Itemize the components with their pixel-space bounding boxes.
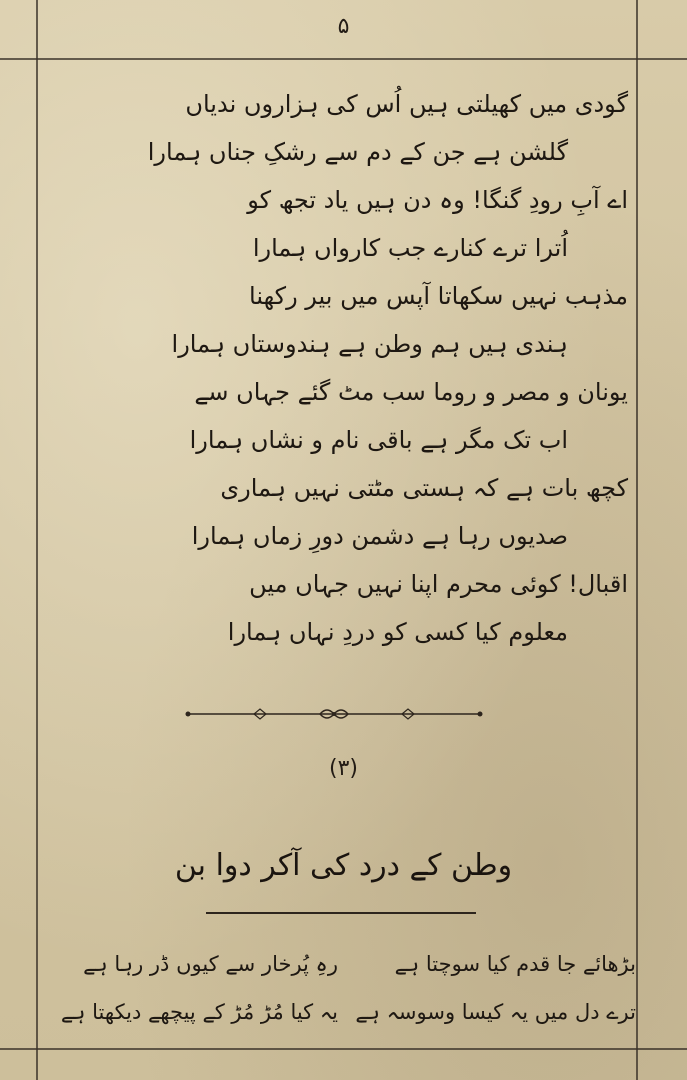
right-margin-rule: [636, 0, 638, 1080]
couplet-first-line: ترے دل میں یہ کیسا وسوسہ ہے: [355, 1000, 636, 1024]
poem-verse: اے آبِ رودِ گنگا! وہ دن ہیں یاد تجھ کو: [247, 186, 628, 214]
header-rule: [0, 58, 687, 60]
couplet-second-line: رہِ پُرخار سے کیوں ڈر رہا ہے: [83, 952, 338, 976]
poem-verse: ہندی ہیں ہم وطن ہے ہندوستاں ہمارا: [171, 330, 568, 358]
poem-number: (۳): [328, 756, 358, 781]
page-number: ۵: [337, 14, 350, 39]
poem-verse: گودی میں کھیلتی ہیں اُس کی ہزاروں ندیاں: [185, 90, 628, 118]
title-underline: [206, 912, 476, 914]
couplet-row: [48, 992, 636, 1032]
footer-rule: [0, 1048, 687, 1050]
poem-verse: کچھ بات ہے کہ ہستی مٹتی نہیں ہماری: [220, 474, 628, 502]
poem-verse: گلشن ہے جن کے دم سے رشکِ جناں ہمارا: [147, 138, 568, 166]
poem-body: [48, 80, 628, 656]
poem-verse: اب تک مگر ہے باقی نام و نشاں ہمارا: [189, 426, 568, 454]
section-ornament-divider: [184, 706, 484, 722]
couplet-row: [48, 944, 636, 984]
poem-verse: یونان و مصر و روما سب مٹ گئے جہاں سے: [194, 378, 628, 406]
couplet-first-line: بڑھائے جا قدم کیا سوچتا ہے: [394, 952, 636, 976]
left-margin-rule: [36, 0, 38, 1080]
poem-verse: مذہب نہیں سکھاتا آپس میں بیر رکھنا: [249, 282, 628, 310]
poem-verse: معلوم کیا کسی کو دردِ نہاں ہمارا: [227, 618, 568, 646]
poem-title: وطن کے درد کی آکر دوا بن: [174, 848, 513, 883]
poem-verse: اُترا ترے کنارے جب کارواں ہمارا: [252, 234, 568, 262]
poem-verse: صدیوں رہا ہے دشمن دورِ زماں ہمارا: [191, 522, 568, 550]
couplet-second-line: یہ کیا مُڑ مُڑ کے پیچھے دیکھتا ہے: [60, 1000, 338, 1024]
poem-verse: اقبال! کوئی محرم اپنا نہیں جہاں میں: [249, 570, 628, 598]
